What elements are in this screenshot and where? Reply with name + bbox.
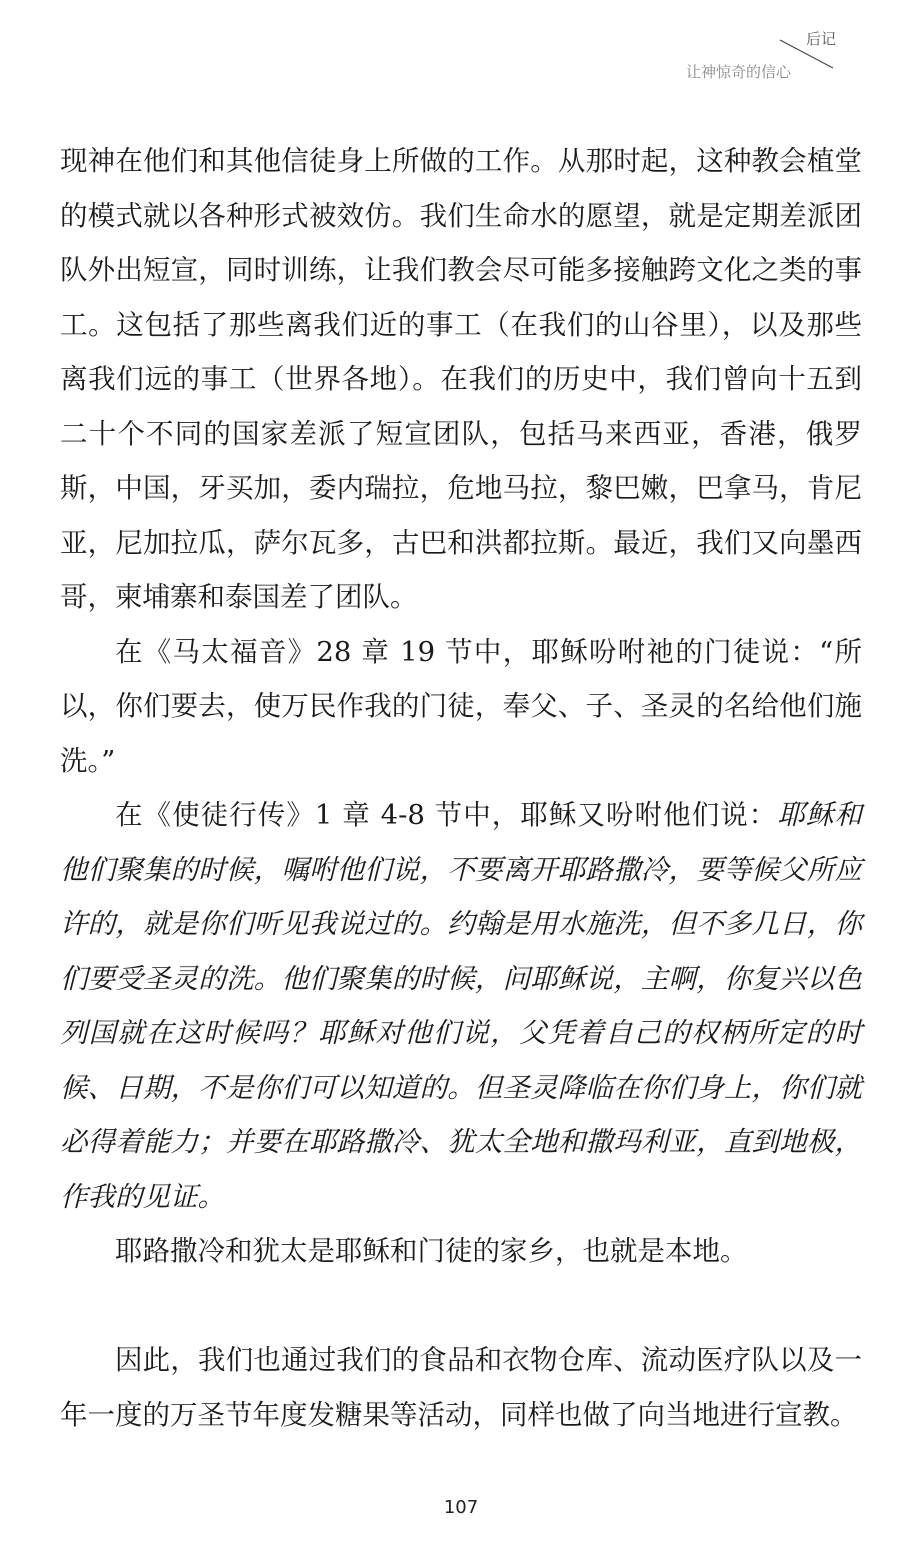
- acts-quotation: 耶稣和他们聚集的时候，嘱咐他们说，不要离开耶路撒冷，要等候父所应许的，就是你们听见我说过的。约翰是用水施洗，但不多几日，你们要受圣灵的洗。他们聚集的时候，问耶稣说，主啊，你复兴以色列国就在这时候吗？耶稣对他们说，父凭着自己的权柄所定的时候、日期，不是你们可以知道的。但圣灵降临在你们身上，你们就必得着能力；并要在耶路撒冷、犹太全地和撒玛利亚，直到地极，作我的见证。: [60, 799, 862, 1213]
- paragraph-jerusalem: 耶路撒冷和犹太是耶稣和门徒的家乡，也就是本地。: [115, 1235, 748, 1267]
- paragraph-continued: 现神在他们和其他信徒身上所做的工作。从那时起，这种教会植堂的模式就以各种形式被效仿。我们生命水的愿望，就是定期差派团队外出短宣，同时训练，让我们教会尽可能多接触跨文化之类的事工。这包括了那些离我们近的事工（在我们的山谷里），以及那些离我们远的事工（世界各地）。在我们的历史中，我们曾向十五到二十个不同的国家差派了短宣团队，包括马来西亚，香港，俄罗斯，中国，牙买加，委内瑞拉，危地马拉，黎巴嫩，巴拿马，肯尼亚，尼加拉瓜，萨尔瓦多，古巴和洪都拉斯。最近，我们又向墨西哥，柬埔寨和泰国差了团队。: [60, 145, 862, 613]
- running-header: [0, 0, 908, 100]
- page-number: 107: [443, 1497, 479, 1518]
- paragraph-acts: [60, 788, 862, 1224]
- paragraph-spacer: [60, 1279, 862, 1334]
- book-title: 让神惊奇的信心: [686, 63, 792, 81]
- chapter-title: 后记: [806, 30, 837, 48]
- acts-intro: 在《使徒行传》1 章 4-8 节中，耶稣又吩咐他们说：: [115, 799, 778, 831]
- body-text: [60, 134, 862, 1442]
- header-diagonal-rule: [0, 0, 908, 100]
- paragraph-local-mission: 因此，我们也通过我们的食品和衣物仓库、流动医疗队以及一年一度的万圣节年度发糖果等活动，同样也做了向当地进行宣教。: [60, 1344, 862, 1431]
- paragraph-matthew: 在《马太福音》28 章 19 节中，耶稣吩咐祂的门徒说：“所以，你们要去，使万民作我的门徒，奉父、子、圣灵的名给他们施洗。”: [60, 635, 862, 777]
